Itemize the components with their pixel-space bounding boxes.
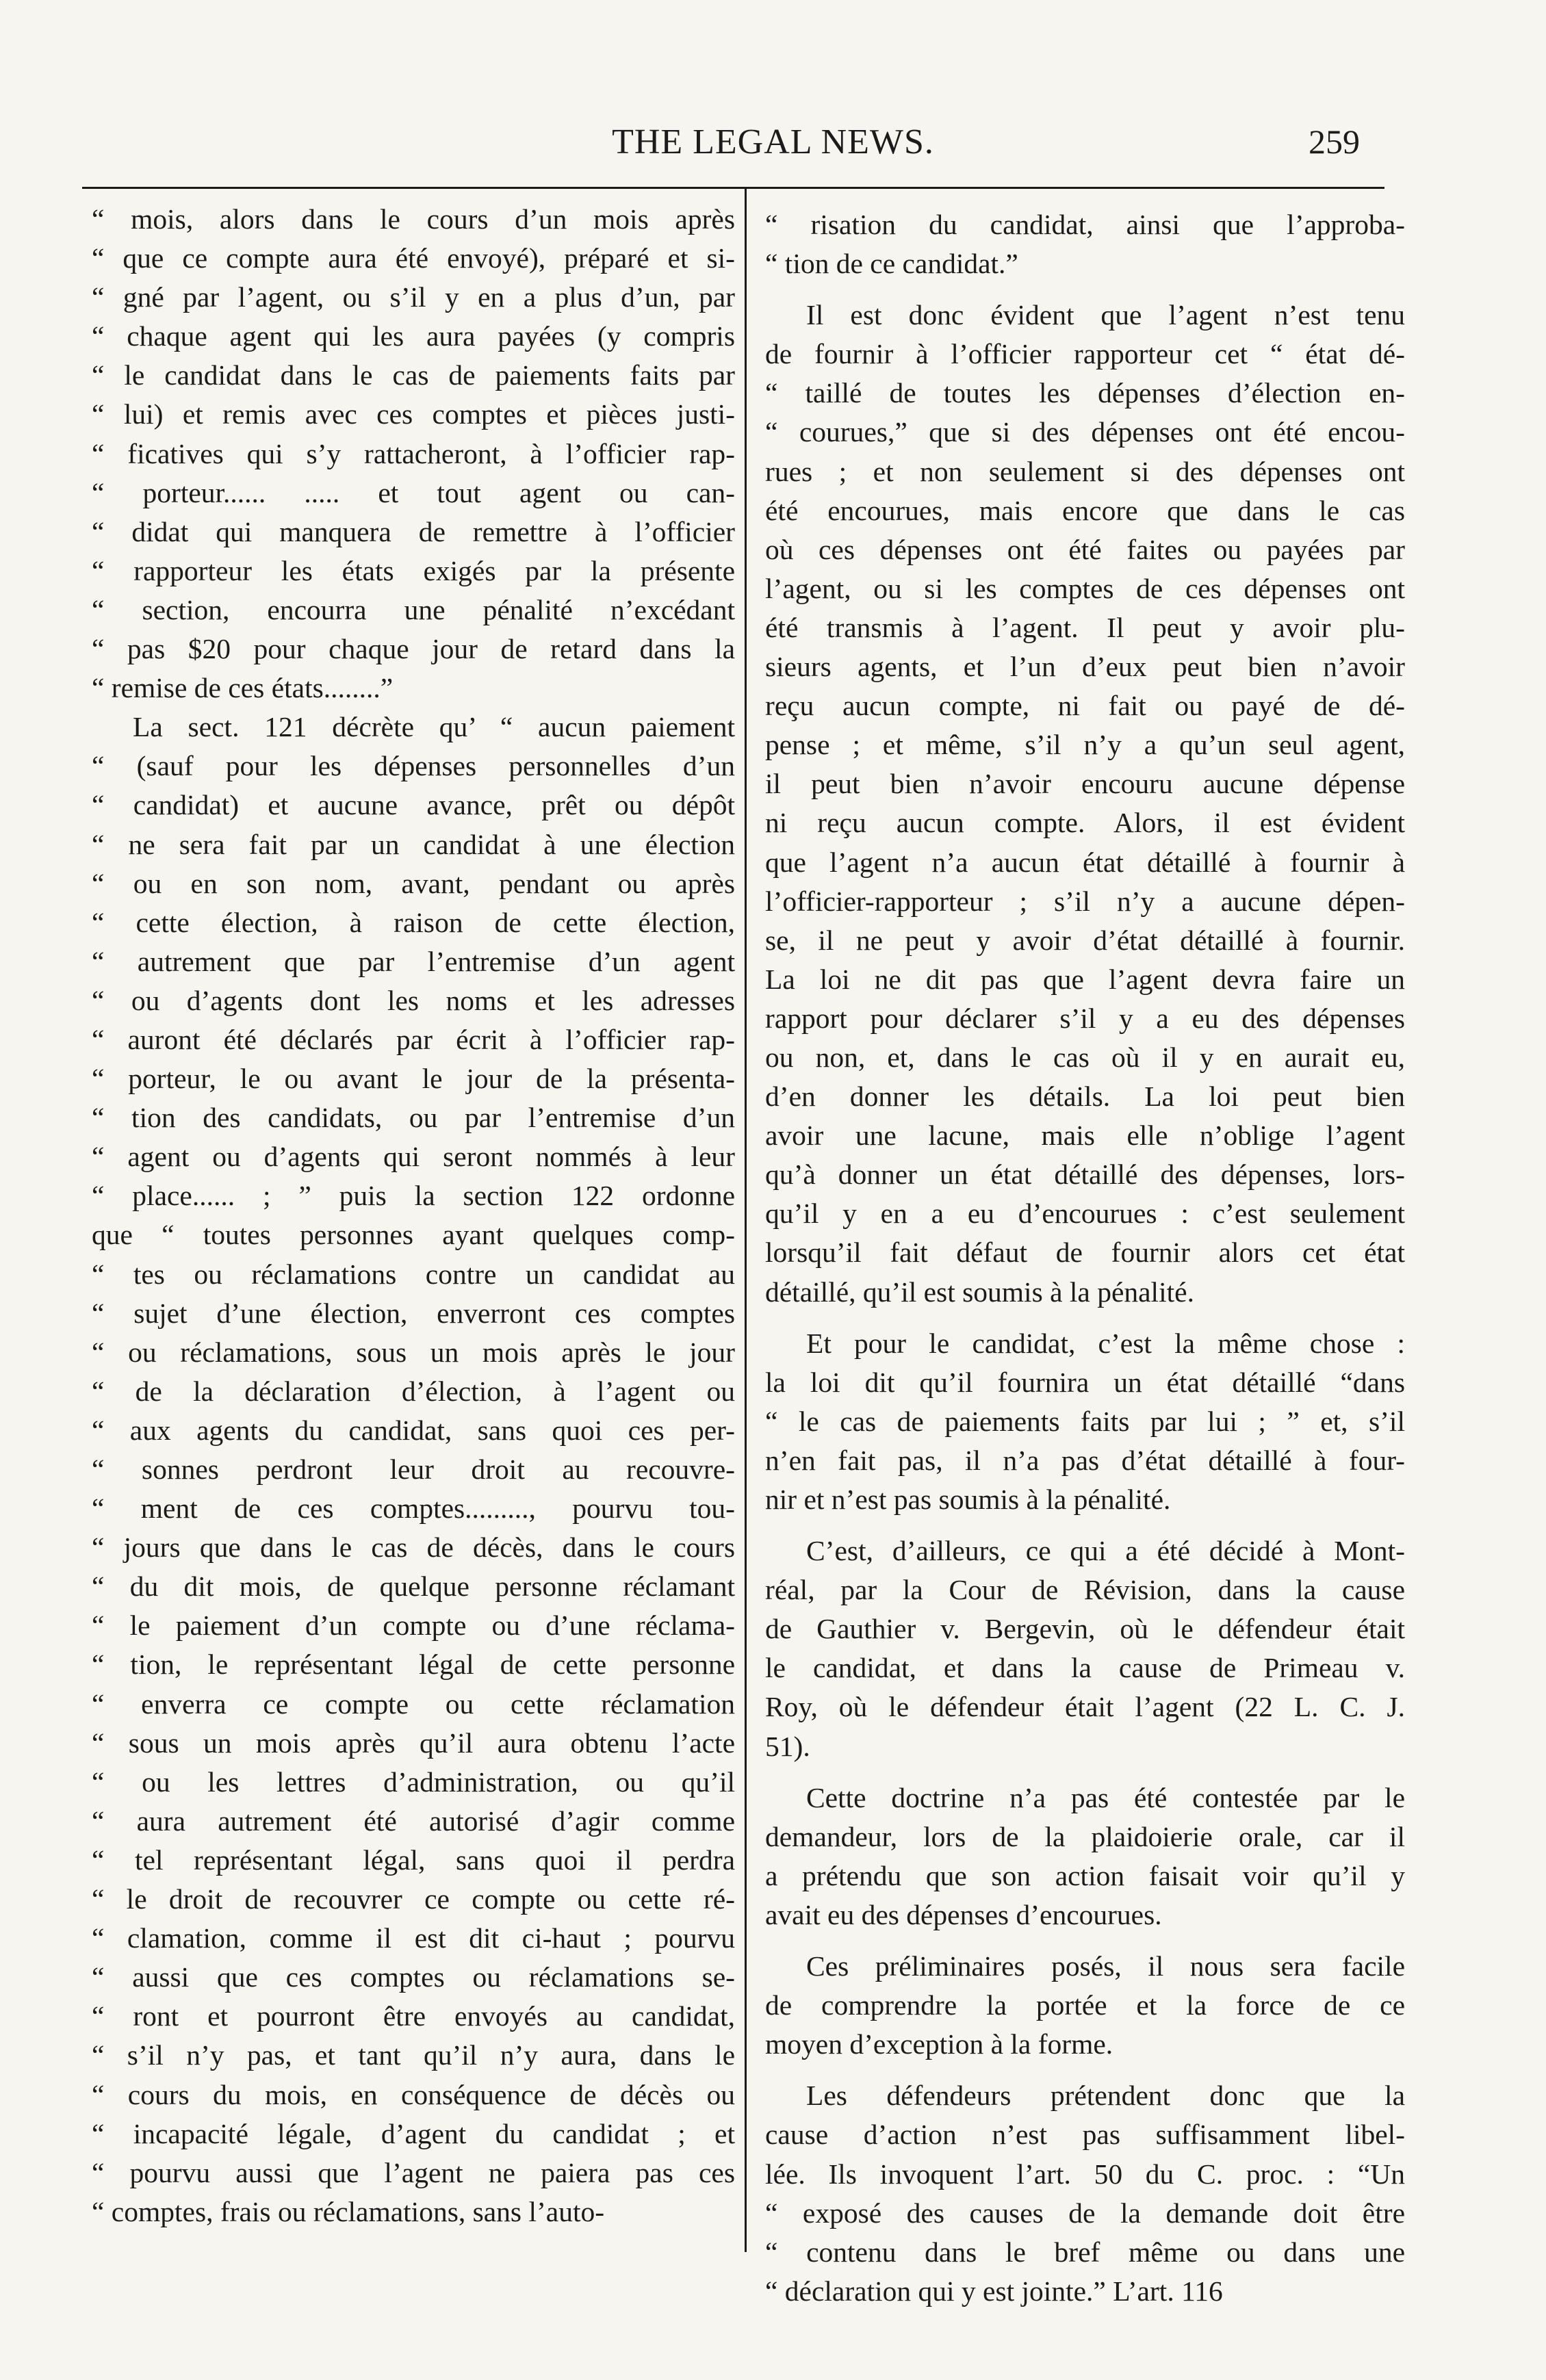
- right-column: [765, 205, 1405, 2311]
- text-line: que l’agent n’a aucun état détaillé à fournir à: [765, 846, 1405, 878]
- text-line: Cette doctrine n’a pas été contestée par le: [806, 1781, 1405, 1813]
- text-line: réal, par la Cour de Révision, dans la cause: [765, 1574, 1405, 1606]
- text-line: “ taillé de toutes les dépenses d’élection en-: [765, 377, 1405, 409]
- text-line: “ mois, alors dans le cours d’un mois après: [92, 203, 735, 235]
- text-line: “ exposé des causes de la demande doit être: [765, 2197, 1405, 2229]
- text-line: avoir une lacune, mais elle n’oblige l’agent: [765, 1120, 1405, 1152]
- text-line: “ ne sera fait par un candidat à une élection: [92, 828, 735, 860]
- text-line: La loi ne dit pas que l’agent devra faire un: [765, 963, 1405, 995]
- text-line: “ auront été déclarés par écrit à l’officier rap-: [92, 1023, 735, 1055]
- paragraph-gap: [765, 1312, 1405, 1324]
- text-line: “ aussi que ces comptes ou réclamations se-: [92, 1961, 735, 1993]
- text-line: “ ment de ces comptes........., pourvu tou-: [92, 1492, 735, 1525]
- text-line: Ces préliminaires posés, il nous sera facile: [806, 1950, 1405, 1982]
- text-line: “ s’il n’y pas, et tant qu’il n’y aura, dans le: [92, 2039, 735, 2071]
- text-line: que “ toutes personnes ayant quelques comp-: [92, 1219, 735, 1251]
- text-line: “ tion de ce candidat.”: [765, 248, 1018, 280]
- text-line: “ courues,” que si des dépenses ont été encou-: [765, 416, 1405, 448]
- text-line: “ chaque agent qui les aura payées (y compris: [92, 320, 735, 352]
- text-line: “ sous un mois après qu’il aura obtenu l’acte: [92, 1726, 735, 1759]
- text-line: “ cours du mois, en conséquence de décès ou: [92, 2078, 735, 2110]
- text-line: “ le droit de recouvrer ce compte ou cette ré-: [92, 1883, 735, 1915]
- text-line: moyen d’exception à la forme.: [765, 2028, 1113, 2060]
- text-line: “ ront et pourront être envoyés au candidat,: [92, 2000, 735, 2032]
- text-line: “ de la déclaration d’élection, à l’agent ou: [92, 1375, 735, 1407]
- text-line: 51).: [765, 1730, 810, 1762]
- left-column: [92, 200, 735, 2232]
- text-line: “ clamation, comme il est dit ci-haut ; pourvu: [92, 1922, 735, 1954]
- text-line: rapport pour déclarer s’il y a eu des dépenses: [765, 1002, 1405, 1034]
- text-line: pense ; et même, s’il n’y a qu’un seul agent,: [765, 729, 1405, 761]
- text-line: “ section, encourra une pénalité n’excédant: [92, 593, 735, 625]
- text-line: nir et n’est pas soumis à la pénalité.: [765, 1484, 1171, 1515]
- text-line: “ risation du candidat, ainsi que l’approba-: [765, 209, 1405, 240]
- text-line: l’agent, ou si les comptes de ces dépenses ont: [765, 572, 1405, 604]
- text-line: “ porteur, le ou avant le jour de la présenta-: [92, 1063, 735, 1095]
- paragraph-gap: [765, 1935, 1405, 1947]
- text-line: “ contenu dans le bref même ou dans une: [765, 2236, 1405, 2268]
- text-line: “ remise de ces états........”: [92, 672, 394, 704]
- text-line: “ déclaration qui y est jointe.” L’art. 116: [765, 2275, 1223, 2307]
- text-line: Les défendeurs prétendent donc que la: [806, 2080, 1405, 2112]
- text-line: “ comptes, frais ou réclamations, sans l’auto-: [92, 2195, 605, 2227]
- paragraph-gap: [765, 1519, 1405, 1531]
- text-line: lée. Ils invoquent l’art. 50 du C. proc. : “Un: [765, 2158, 1405, 2190]
- text-line: d’en donner les détails. La loi peut bien: [765, 1081, 1405, 1113]
- text-line: n’en fait pas, il n’a pas d’état détaillé à four-: [765, 1444, 1405, 1476]
- text-line: où ces dépenses ont été faites ou payées par: [765, 533, 1405, 565]
- text-line: La sect. 121 décrète qu’ “ aucun paiement: [133, 711, 735, 743]
- text-line: “ le paiement d’un compte ou d’une réclama-: [92, 1609, 735, 1642]
- page-number: 259: [1309, 122, 1360, 161]
- text-line: qu’il y en a eu d’encourues : c’est seulement: [765, 1198, 1405, 1230]
- text-line: C’est, d’ailleurs, ce qui a été décidé à Mont-: [806, 1535, 1405, 1567]
- text-line: “ aux agents du candidat, sans quoi ces per-: [92, 1414, 735, 1446]
- text-line: “ ou en son nom, avant, pendant ou après: [92, 867, 735, 899]
- text-line: “ du dit mois, de quelque personne réclamant: [92, 1570, 735, 1603]
- text-line: “ agent ou d’agents qui seront nommés à leur: [92, 1141, 735, 1173]
- text-line: été encourues, mais encore que dans le cas: [765, 494, 1405, 526]
- text-line: rues ; et non seulement si des dépenses ont: [765, 455, 1405, 487]
- text-line: “ tion, le représentant légal de cette personne: [92, 1648, 735, 1681]
- text-line: de fournir à l’officier rapporteur cet “ état dé-: [765, 338, 1405, 370]
- text-line: “ cette élection, à raison de cette élection,: [92, 906, 735, 938]
- text-line: “ porteur...... ..... et tout agent ou can-: [92, 476, 735, 508]
- column-divider: [745, 187, 747, 2252]
- text-line: cause d’action n’est pas suffisamment libel-: [765, 2119, 1405, 2151]
- text-line: “ pourvu aussi que l’agent ne paiera pas ces: [92, 2156, 735, 2188]
- text-line: “ jours que dans le cas de décès, dans le cours: [92, 1531, 735, 1564]
- paragraph-gap: [765, 1766, 1405, 1778]
- text-line: Et pour le candidat, c’est la même chose :: [806, 1327, 1405, 1359]
- paragraph-gap: [765, 283, 1405, 296]
- text-line: “ aura autrement été autorisé d’agir comme: [92, 1805, 735, 1837]
- paragraph-gap: [765, 2064, 1405, 2076]
- text-line: “ ou réclamations, sous un mois après le jour: [92, 1336, 735, 1368]
- text-line: il peut bien n’avoir encouru aucune dépense: [765, 768, 1405, 800]
- text-line: “ didat qui manquera de remettre à l’officier: [92, 515, 735, 547]
- text-line: “ sujet d’une élection, enverront ces comptes: [92, 1297, 735, 1329]
- text-line: détaillé, qu’il est soumis à la pénalité.: [765, 1276, 1194, 1308]
- text-line: qu’à donner un état détaillé des dépenses, lors-: [765, 1159, 1405, 1191]
- text-line: “ rapporteur les états exigés par la présente: [92, 554, 735, 586]
- text-line: l’officier-rapporteur ; s’il n’y a aucune dépen-: [765, 885, 1405, 917]
- text-line: “ autrement que par l’entremise d’un agent: [92, 945, 735, 977]
- text-line: “ place...... ; ” puis la section 122 ordonne: [92, 1180, 735, 1212]
- text-line: a prétendu que son action faisait voir qu’il y: [765, 1859, 1405, 1891]
- text-line: avait eu des dépenses d’encourues.: [765, 1898, 1162, 1930]
- text-line: “ incapacité légale, d’agent du candidat ; et: [92, 2117, 735, 2149]
- text-line: “ tel représentant légal, sans quoi il perdra: [92, 1844, 735, 1876]
- text-line: “ lui) et remis avec ces comptes et pièces justi-: [92, 398, 735, 430]
- text-line: “ candidat) et aucune avance, prêt ou dépôt: [92, 789, 735, 821]
- text-line: se, il ne peut y avoir d’état détaillé à fournir.: [765, 924, 1405, 956]
- text-line: “ le candidat dans le cas de paiements faits par: [92, 359, 735, 391]
- text-line: “ pas $20 pour chaque jour de retard dans la: [92, 633, 735, 665]
- text-line: sieurs agents, et l’un d’eux peut bien n’avoir: [765, 651, 1405, 683]
- text-line: “ enverra ce compte ou cette réclamation: [92, 1687, 735, 1720]
- text-line: “ ou les lettres d’administration, ou qu’il: [92, 1765, 735, 1798]
- text-line: de Gauthier v. Bergevin, où le défendeur était: [765, 1613, 1405, 1645]
- text-line: lorsqu’il fait défaut de fournir alors cet état: [765, 1237, 1405, 1269]
- text-line: de comprendre la portée et la force de ce: [765, 1989, 1405, 2021]
- text-line: Il est donc évident que l’agent n’est tenu: [806, 299, 1405, 331]
- running-title: THE LEGAL NEWS.: [612, 122, 934, 161]
- text-line: “ ou d’agents dont les noms et les adresses: [92, 984, 735, 1016]
- text-line: “ sonnes perdront leur droit au recouvre-: [92, 1453, 735, 1485]
- text-line: “ le cas de paiements faits par lui ; ” et, s’il: [765, 1405, 1405, 1437]
- header-rule: [82, 187, 1384, 189]
- text-line: “ (sauf pour les dépenses personnelles d’un: [92, 750, 735, 782]
- text-line: ni reçu aucun compte. Alors, il est évident: [765, 807, 1405, 839]
- text-line: ou non, et, dans le cas où il y en aurait eu,: [765, 1041, 1405, 1073]
- text-line: “ gné par l’agent, ou s’il y en a plus d’un, par: [92, 281, 735, 313]
- text-line: “ que ce compte aura été envoyé), préparé et si-: [92, 242, 735, 274]
- text-line: demandeur, lors de la plaidoierie orale, car il: [765, 1820, 1405, 1852]
- text-line: Roy, où le défendeur était l’agent (22 L. C. J.: [765, 1691, 1405, 1723]
- text-line: “ tes ou réclamations contre un candidat au: [92, 1258, 735, 1290]
- text-line: été transmis à l’agent. Il peut y avoir plu-: [765, 611, 1405, 643]
- text-line: “ tion des candidats, ou par l’entremise d’un: [92, 1102, 735, 1134]
- text-line: “ ficatives qui s’y rattacheront, à l’officier rap-: [92, 437, 735, 469]
- text-line: la loi dit qu’il fournira un état détaillé “dans: [765, 1366, 1405, 1398]
- text-line: le candidat, et dans la cause de Primeau v.: [765, 1652, 1405, 1684]
- text-line: reçu aucun compte, ni fait ou payé de dé-: [765, 690, 1405, 722]
